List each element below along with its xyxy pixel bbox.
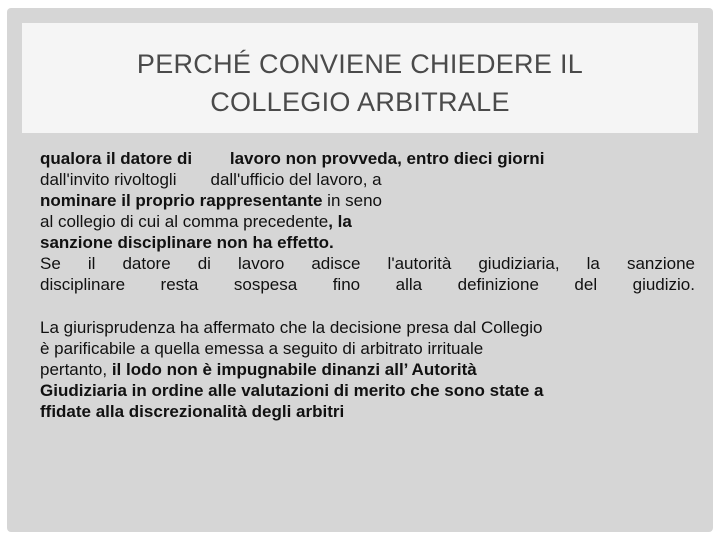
title-line-2: COLLEGIO ARBITRALE bbox=[210, 87, 510, 117]
p2-line-4: Giudiziaria in ordine alle valutazioni di merito che sono state a bbox=[40, 381, 544, 400]
p2-line-3b: il lodo non è impugnabile dinanzi all’ Autorità bbox=[111, 360, 477, 379]
p1-line-2a: dall'invito rivoltogli bbox=[40, 170, 177, 189]
paragraph-1 bbox=[40, 148, 695, 295]
p1-line-2b: dall'ufficio del lavoro, a bbox=[210, 170, 382, 189]
p2-line-2: è parificabile a quella emessa a seguito di arbitrato irrituale bbox=[40, 339, 484, 358]
slide-title bbox=[22, 45, 698, 121]
p1-line-7: disciplinare resta sospesa fino alla definizione del giudizio. bbox=[40, 275, 695, 294]
p1-line-4b: , la bbox=[328, 212, 352, 231]
paragraph-2 bbox=[40, 317, 695, 422]
p1-line-3b: in seno bbox=[322, 191, 382, 210]
p1-line-4a: al collegio di cui al comma precedente bbox=[40, 212, 329, 231]
p1-line-1: qualora il datore di lavoro non provveda, entro dieci giorni bbox=[40, 149, 545, 168]
p1-line-3a: nominare il proprio rappresentante bbox=[40, 191, 323, 210]
p2-line-5: ffidate alla discrezionalità degli arbitri bbox=[40, 402, 345, 421]
p1-line-5: sanzione disciplinare non ha effetto. bbox=[40, 233, 334, 252]
p2-line-1: La giurisprudenza ha affermato che la decisione presa dal Collegio bbox=[40, 318, 543, 337]
slide-body bbox=[40, 148, 695, 422]
p1-line-6: Se il datore di lavoro adisce l'autorità giudiziaria, la sanzione bbox=[40, 254, 695, 273]
title-box bbox=[22, 23, 698, 133]
p2-line-3a: pertanto, bbox=[40, 360, 112, 379]
title-line-1: PERCHÉ CONVIENE CHIEDERE IL bbox=[136, 49, 584, 79]
